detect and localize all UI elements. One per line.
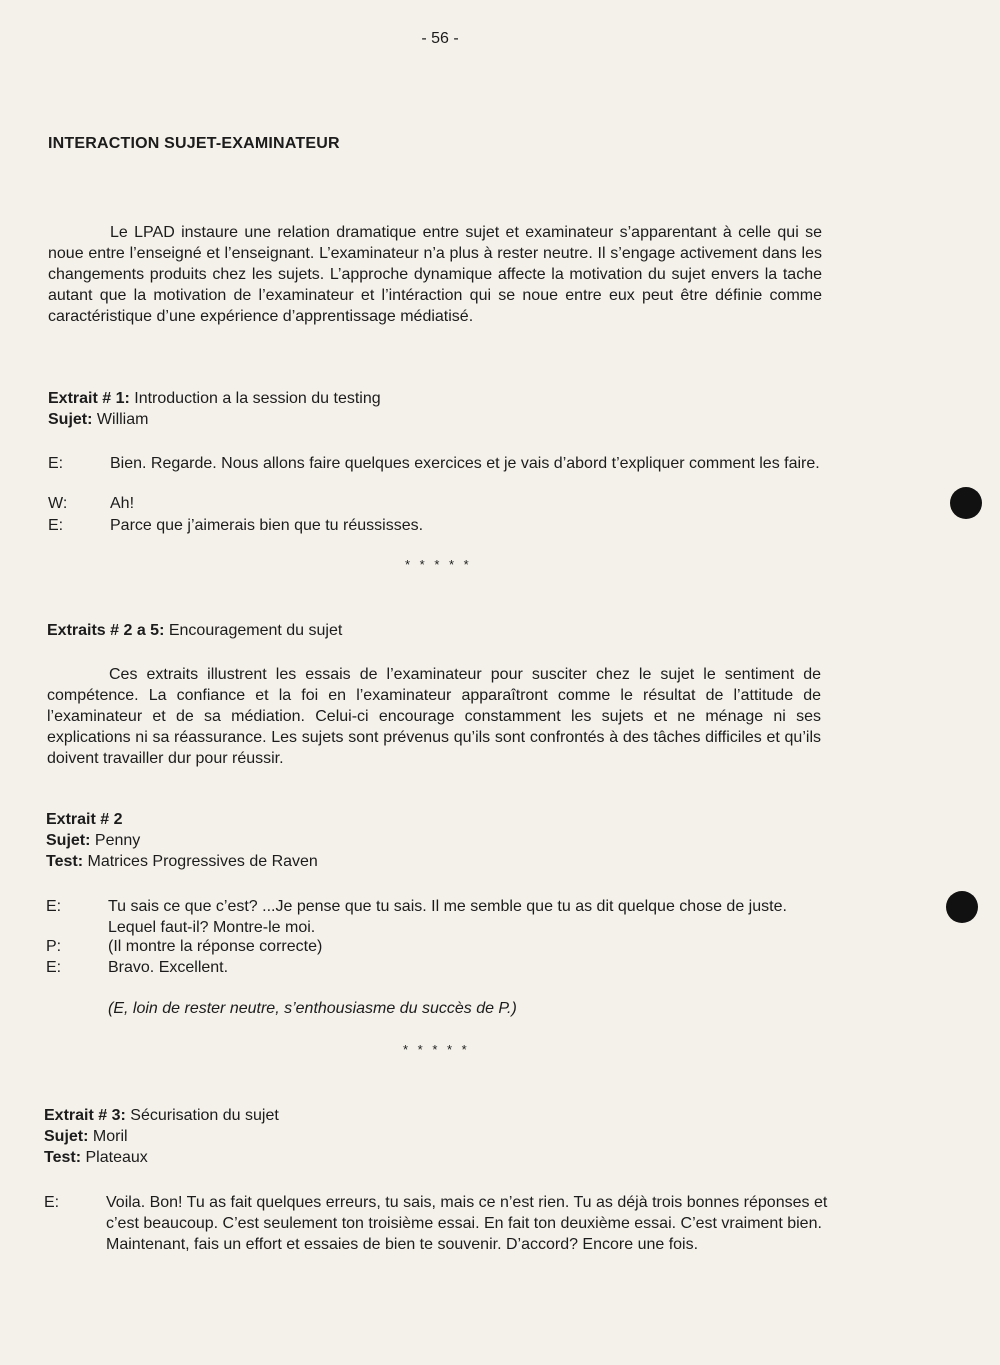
extract3-test [44, 1147, 148, 1168]
extracts-2-5-paragraph-text: Ces extraits illustrent les essais de l’examinateur pour susciter chez le sujet le sentiment de compétence. La confiance et la foi en l’examinateur apparaîtront comme le résultat de l’attitude de l’examinateur et de sa médiation. Celui-ci encourage constamment les sujets et ne ménage ni ses explications ni sa réassurance. Les sujets sont prévenus qu’ils sont confrontés à des tâches difficiles et qu’ils doivent travailler dur pour réussir. [47, 666, 821, 767]
separator-stars: * * * * * [405, 557, 472, 572]
extract2-test [46, 851, 318, 872]
extract2-dialogue [46, 896, 846, 986]
speaker-label: P: [46, 938, 62, 955]
speaker-label: W: [48, 495, 68, 512]
separator-stars: * * * * * [403, 1042, 470, 1057]
speaker-label: E: [46, 898, 62, 915]
speaker-label: E: [48, 455, 64, 472]
extract3-subject [44, 1126, 128, 1147]
extract3-title-label: Extrait # 3: [44, 1107, 126, 1124]
extract3-title [44, 1105, 279, 1126]
extract1-subject-value: William [96, 411, 149, 428]
extract2-subject-value: Penny [94, 832, 141, 849]
intro-paragraph [48, 222, 822, 327]
extract1-subject [48, 409, 148, 430]
extract2-title-label: Extrait # 2 [46, 811, 123, 828]
extracts-2-5-paragraph [47, 664, 821, 769]
punch-hole [946, 891, 978, 923]
extracts-2-5-title [47, 620, 342, 641]
extract3-subject-value: Moril [92, 1128, 128, 1145]
extract3-dialogue [44, 1192, 844, 1282]
speaker-label: E: [44, 1194, 60, 1211]
dialogue-text: Voila. Bon! Tu as fait quelques erreurs, tu sais, mais ce n’est rien. Tu as déjà trois bonnes réponses et c’est beaucoup. C’est seulement ton troisième essai. En fait ton deuxième essai. C’est vraiment bien. Maintenant, fais un effort et essaies de bien te souvenir. D’accord? Encore une fois. [106, 1194, 828, 1253]
extract1-title-text: Introduction a la session du testing [134, 390, 381, 407]
extract2-test-value: Matrices Progressives de Raven [87, 853, 318, 870]
extract1-subject-label: Sujet: [48, 411, 93, 428]
extract3-title-text: Sécurisation du sujet [130, 1107, 279, 1124]
extract3-test-label: Test: [44, 1149, 82, 1166]
extract1-title [48, 388, 381, 409]
extract2-title [46, 809, 122, 830]
dialogue-text: Parce que j’aimerais bien que tu réussisses. [110, 517, 424, 534]
extract2-subject [46, 830, 140, 851]
section-title: INTERACTION SUJET-EXAMINATEUR [48, 135, 340, 152]
extract2-test-label: Test: [46, 853, 84, 870]
extract3-subject-label: Sujet: [44, 1128, 89, 1145]
dialogue-text: Bravo. Excellent. [108, 959, 229, 976]
extract1-dialogue [48, 453, 848, 543]
punch-hole [950, 487, 982, 519]
extract2-note: (E, loin de rester neutre, s’enthousiasme du succès de P.) [108, 1000, 517, 1017]
dialogue-text: Tu sais ce que c’est? ...Je pense que tu sais. Il me semble que tu as dit quelque chose de juste. Lequel faut-il? Montre-le moi. [108, 898, 787, 936]
dialogue-text: (Il montre la réponse correcte) [108, 938, 323, 955]
intro-paragraph-text: Le LPAD instaure une relation dramatique entre sujet et examinateur s’apparentant à celle qui se noue entre l’enseigné et l’enseignant. L’examinateur n’a plus à rester neutre. Il s’engage activement dans les changements produits chez les sujets. L’approche dynamique affecte la motivation du sujet envers la tache autant que la motivation de l’examinateur et l’intéraction qui se noue entre eux peut être définie comme caractéristique d’une expérience d’apprentissage médiatisé. [48, 224, 822, 325]
dialogue-text: Ah! [110, 495, 135, 512]
extracts-2-5-title-text: Encouragement du sujet [168, 622, 343, 639]
page-number: - 56 - [421, 30, 459, 47]
speaker-label: E: [46, 959, 62, 976]
speaker-label: E: [48, 517, 64, 534]
extracts-2-5-title-label: Extraits # 2 a 5: [47, 622, 165, 639]
extract1-title-label: Extrait # 1: [48, 390, 130, 407]
dialogue-text: Bien. Regarde. Nous allons faire quelques exercices et je vais d’abord t’expliquer comment les faire. [110, 455, 820, 472]
extract2-subject-label: Sujet: [46, 832, 91, 849]
extract3-test-value: Plateaux [85, 1149, 148, 1166]
